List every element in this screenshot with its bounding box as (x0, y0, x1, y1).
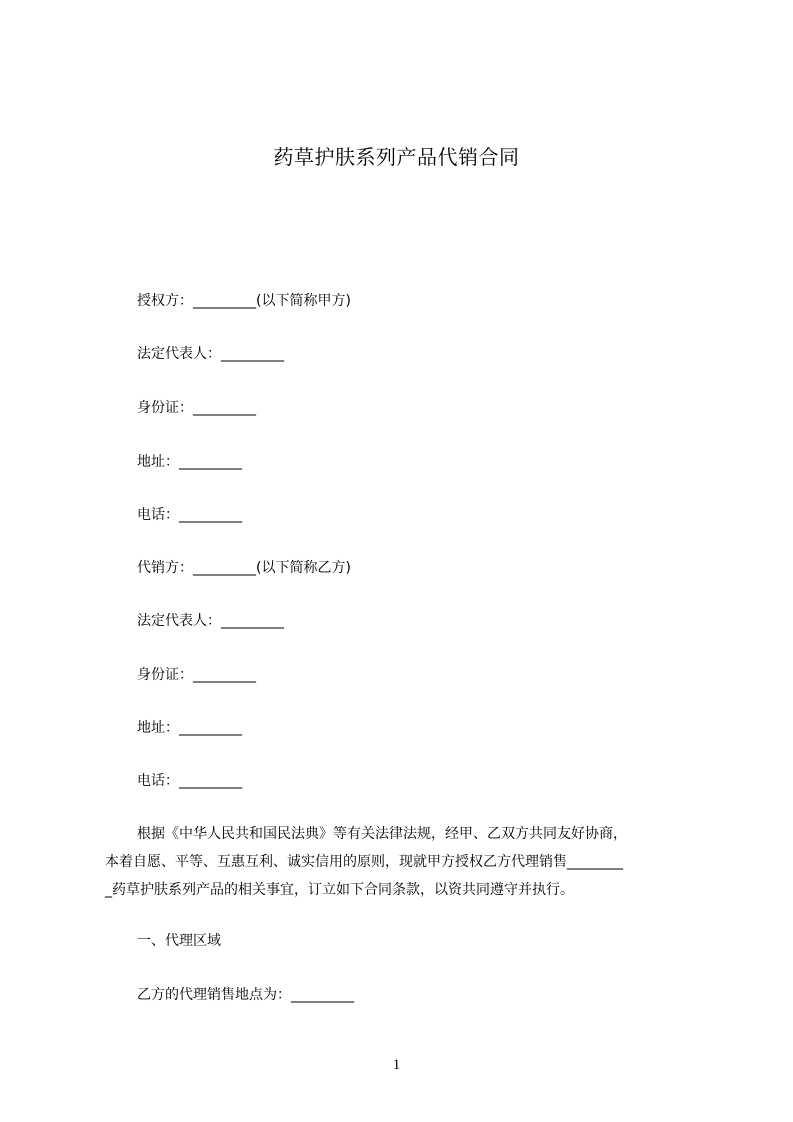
page-number: 1 (392, 1057, 401, 1073)
party-a-phone: 电话：_________ (137, 507, 242, 523)
party-b-address: 地址：_________ (137, 720, 242, 736)
document-title: 药草护肤系列产品代销合同 (273, 145, 520, 169)
section-1-content: 乙方的代理销售地点为：_________ (137, 987, 354, 1003)
party-b-name: 代销方：_________(以下简称乙方) (137, 560, 351, 576)
party-b-id: 身份证：_________ (137, 667, 256, 683)
preamble-line-2: 本着自愿、平等、互惠互利、诚实信用的原则，现就甲方授权乙方代理销售________ (105, 854, 623, 870)
party-a-id: 身份证：_________ (137, 400, 256, 416)
party-a-name: 授权方：_________(以下简称甲方) (137, 293, 351, 309)
section-1-heading: 一、代理区域 (137, 933, 221, 949)
preamble-line-1: 根据《中华人民共和国民法典》等有关法律法规，经甲、乙双方共同友好协商， (137, 826, 627, 842)
party-b-legal-rep: 法定代表人：_________ (137, 613, 284, 629)
preamble-line-3: _药草护肤系列产品的相关事宜，订立如下合同条款，以资共同遵守并执行。 (105, 882, 574, 898)
party-b-phone: 电话：_________ (137, 773, 242, 789)
party-a-address: 地址：_________ (137, 454, 242, 470)
party-a-legal-rep: 法定代表人：_________ (137, 346, 284, 362)
preamble-paragraph (105, 820, 705, 904)
